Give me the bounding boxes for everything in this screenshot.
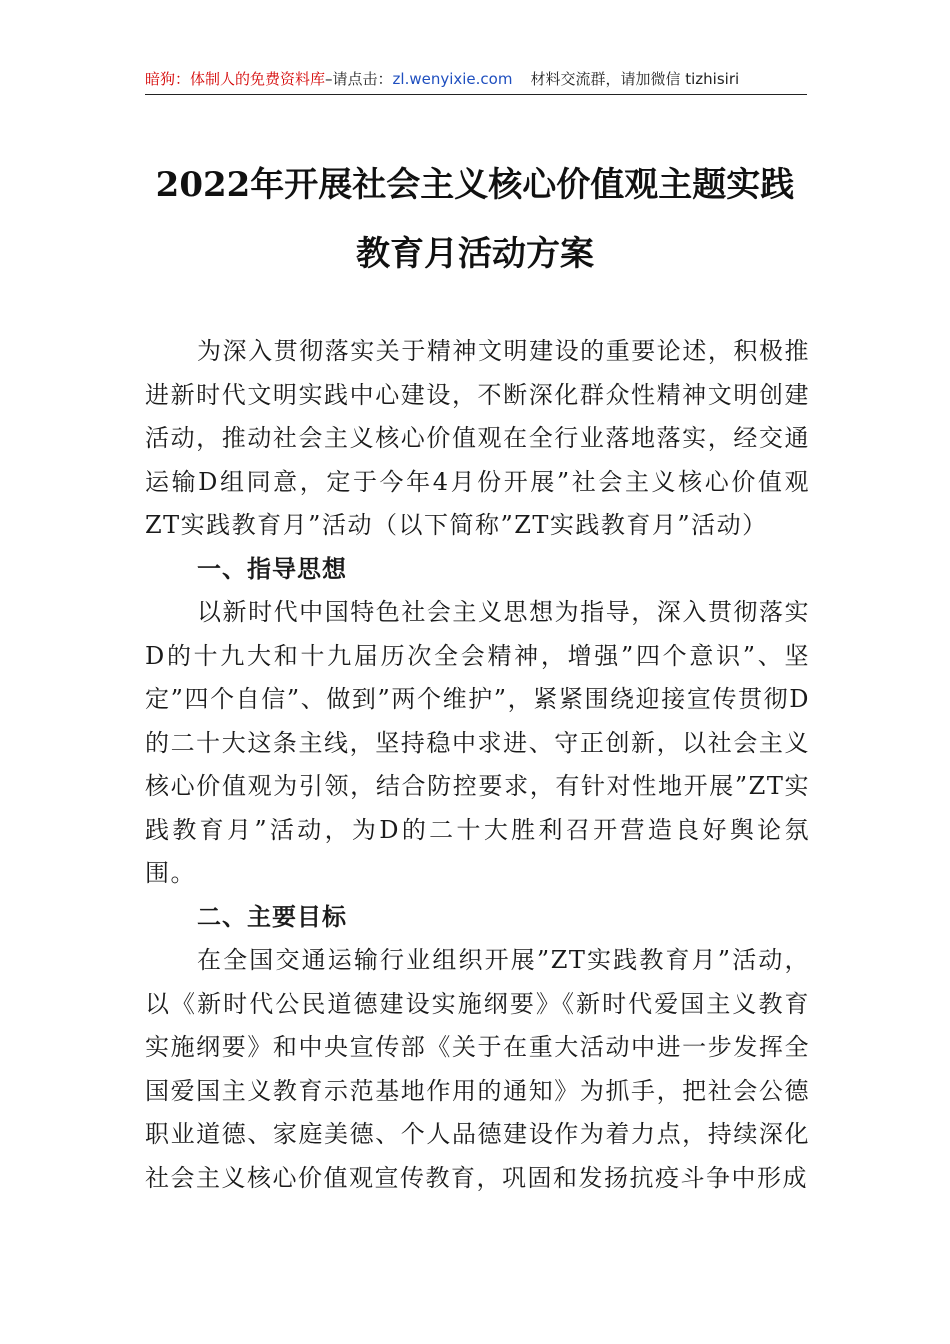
section-body-guiding-thought: 以新时代中国特色社会主义思想为指导，深入贯彻落实D的十九大和十九届历次全会精神，增强”四个意识”、坚定”四个自信”、做到”两个维护”，紧紧围绕迎接宣传贯彻D的二十大这条主线，坚持稳中求进、守正创新，以社会主义核心价值观为引领，结合防控要求，有针对性地开展”ZT实践教育月”活动，为D的二十大胜利召开营造良好舆论氛围。 <box>145 598 810 887</box>
section-body-main-goals: 在全国交通运输行业组织开展”ZT实践教育月”活动，以《新时代公民道德建设实施纲要》《新时代爱国主义教育实施纲要》和中央宣传部《关于在重大活动中进一步发挥全国爱国主义教育示范基地作用的通知》为抓手，把社会公德职业道德、家庭美德、个人品德建设作为着力点，持续深化社会主义核心价值观宣传教育，巩固和发扬抗疫斗争中形成 <box>145 946 810 1192</box>
section-heading-main-goals: 二、主要目标 <box>197 902 347 931</box>
section-heading-guiding-thought: 一、指导思想 <box>197 554 347 583</box>
document-title-line-2: 教育月活动方案 <box>356 234 594 274</box>
document-title-line-1: 2022年开展社会主义核心价值观主题实践 <box>155 165 795 205</box>
intro-paragraph: 为深入贯彻落实关于精神文明建设的重要论述，积极推进新时代文明实践中心建设，不断深化群众性精神文明创建活动，推动社会主义核心价值观在全行业落地落实，经交通运输D组同意，定于今年4月份开展”社会主义核心价值观ZT实践教育月”活动（以下简称”ZT实践教育月”活动） <box>145 337 810 539</box>
header-group-text: 材料交流群，请加微信 tizhisiri <box>530 70 740 88</box>
header-link-prefix: –请点击： <box>325 70 393 88</box>
header-link[interactable]: zl.wenyixie.com <box>392 70 513 88</box>
header-brand: 暗狗：体制人的免费资料库 <box>145 70 326 88</box>
document-body <box>145 330 810 1200</box>
page-header <box>145 66 807 95</box>
